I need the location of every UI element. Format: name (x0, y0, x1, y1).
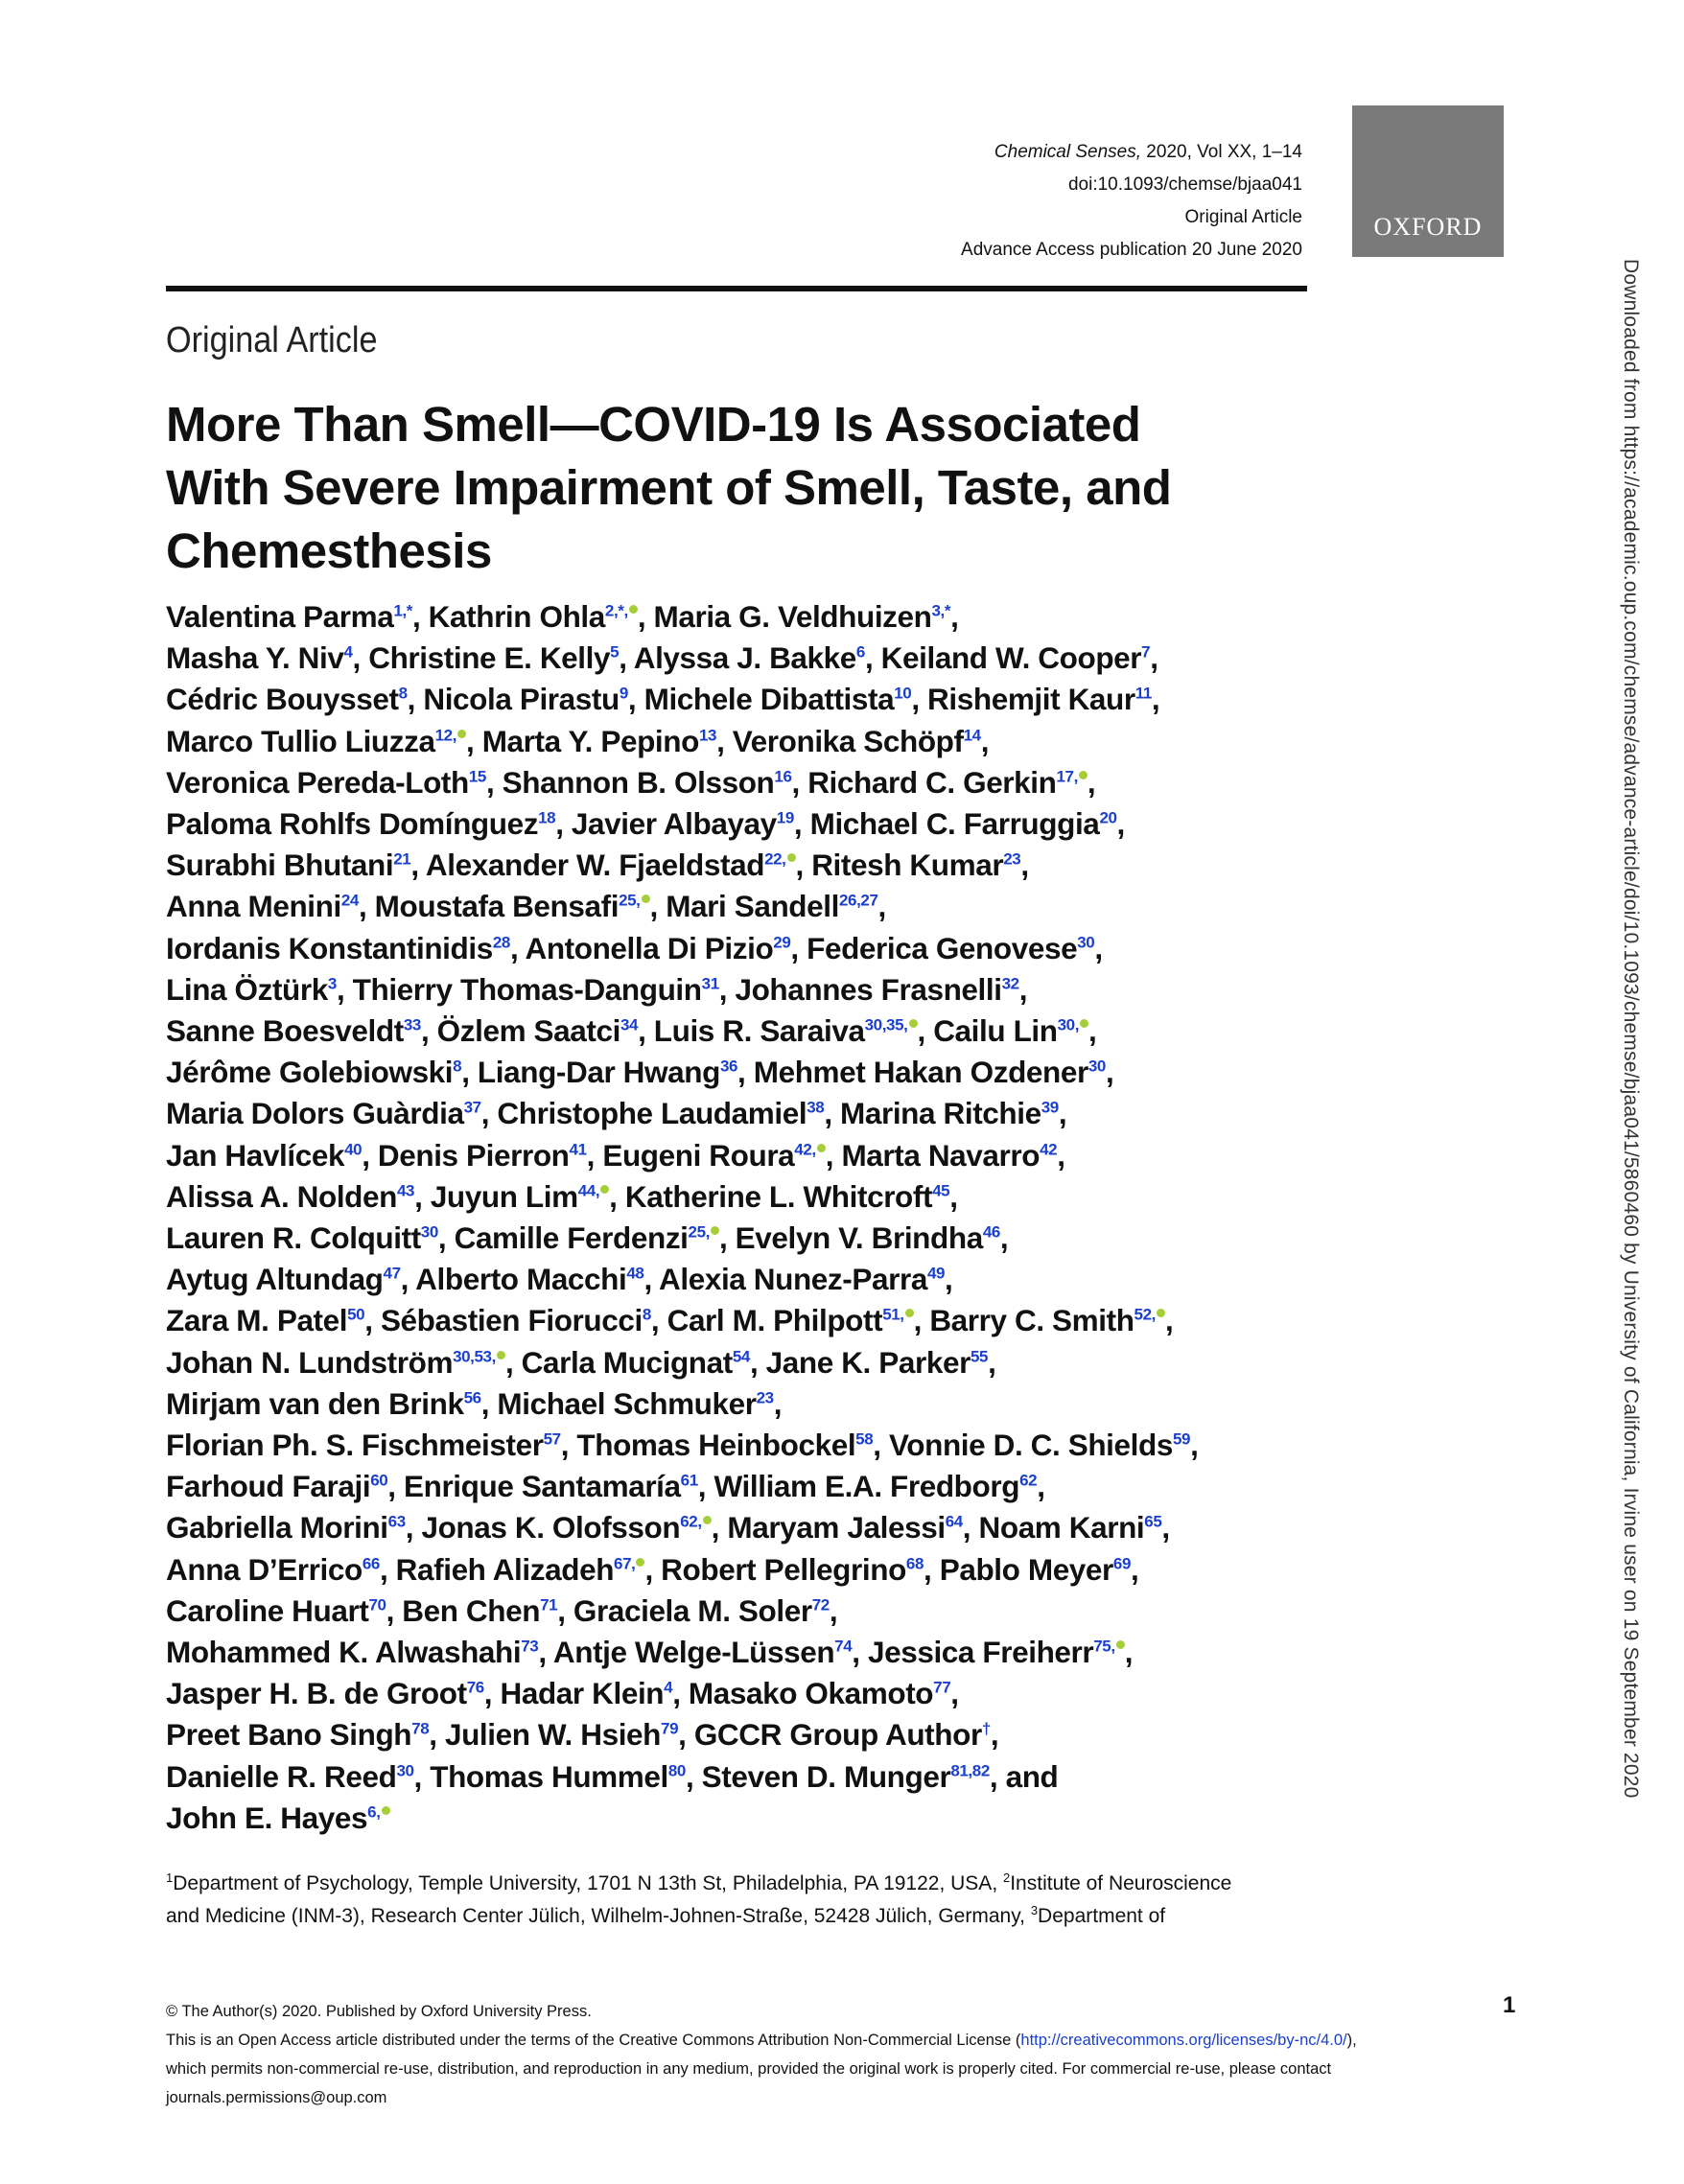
author-name: , Luis R. Saraiva (638, 1013, 865, 1049)
affiliation-marker[interactable]: 52, (1134, 1305, 1156, 1324)
author-name: , Barry C. Smith (913, 1303, 1134, 1338)
affiliation-marker[interactable]: 41 (569, 1140, 587, 1159)
author-line (166, 1052, 1345, 1093)
author-line (166, 721, 1345, 762)
affiliation-text-run: Institute of Neuroscience (1010, 1872, 1232, 1894)
affiliation-line (166, 1900, 1307, 1933)
author-line (166, 1383, 1345, 1425)
affiliation-marker[interactable]: 16 (774, 767, 792, 786)
orcid-icon[interactable] (787, 853, 796, 862)
affiliation-marker[interactable]: 78 (411, 1719, 430, 1738)
author-name: Paloma Rohlfs Domínguez (166, 806, 539, 842)
author-name: , Rafieh Alizadeh (379, 1551, 615, 1587)
author-name: , (1057, 1137, 1065, 1173)
affiliation-marker[interactable]: 19 (776, 808, 794, 827)
author-line (166, 638, 1345, 679)
affiliation-marker[interactable]: 71 (540, 1595, 558, 1615)
author-name: , Enrique Santamaría (387, 1469, 681, 1504)
author-line (166, 1011, 1345, 1052)
orcid-icon[interactable] (817, 1144, 826, 1152)
author-name: , Liang-Dar Hwang (461, 1055, 720, 1090)
author-name: Anna D’Errico (166, 1551, 363, 1587)
author-name: , Masako Okamoto (672, 1676, 934, 1711)
affiliation-marker[interactable]: 70 (368, 1595, 386, 1615)
author-name: , Mehmet Hakan Ozdener (737, 1055, 1088, 1090)
affiliation-marker[interactable]: 62, (680, 1512, 702, 1531)
affiliation-marker[interactable]: 22, (764, 849, 786, 869)
license-line-2: which permits non-commercial re-use, distribution, and reproduction in any medium, provided the original work is properly cited. For commercial re-use, please contact (166, 2060, 1332, 2078)
affiliation-marker[interactable]: 26,27 (838, 891, 878, 910)
author-name: , (980, 723, 990, 758)
author-line (166, 969, 1345, 1011)
orcid-icon[interactable] (1116, 1640, 1125, 1649)
author-name: , (988, 1344, 996, 1380)
author-name: , and (989, 1758, 1059, 1794)
author-name: , (1116, 806, 1125, 842)
author-line (166, 1714, 1345, 1755)
author-name: , Marta Navarro (825, 1137, 1041, 1173)
author-name: , Pablo Meyer (924, 1551, 1113, 1587)
affiliation-marker[interactable]: 66 (362, 1554, 380, 1573)
orcid-icon[interactable] (382, 1806, 390, 1815)
author-name: Farhoud Faraji (166, 1469, 371, 1504)
author-name: Iordanis Konstantinidis (166, 930, 493, 965)
affiliation-marker[interactable]: 21 (393, 849, 411, 869)
orcid-icon[interactable] (905, 1309, 914, 1317)
orcid-icon[interactable] (703, 1516, 712, 1524)
author-name: , (1088, 1013, 1097, 1049)
author-name: , Rishemjit Kaur (911, 682, 1135, 717)
license-line (166, 2026, 1509, 2055)
author-name: John E. Hayes (166, 1800, 368, 1835)
author-line (166, 1549, 1345, 1591)
affiliation-marker[interactable]: 81,82 (950, 1761, 990, 1780)
affiliation-marker[interactable]: 51, (882, 1305, 904, 1324)
author-name: , Robert Pellegrino (644, 1551, 906, 1587)
page-number: 1 (1503, 1992, 1516, 2018)
affiliation-marker[interactable]: 6, (367, 1802, 381, 1822)
author-line (166, 1259, 1345, 1300)
affiliation-marker[interactable]: 57 (543, 1429, 561, 1449)
affiliation-marker[interactable]: 42, (794, 1140, 816, 1159)
author-name: , William E.A. Fredborg (697, 1469, 1020, 1504)
orcid-icon[interactable] (1080, 1019, 1088, 1028)
journal-article-type: Original Article (1184, 207, 1302, 227)
affiliation-marker[interactable]: 63 (387, 1512, 406, 1531)
title-line: More Than Smell—COVID-19 Is Associated (166, 397, 1141, 452)
author-line (166, 886, 1345, 927)
journal-doi[interactable]: doi:10.1093/chemse/bjaa041 (1067, 174, 1302, 195)
section-label: Original Article (166, 320, 378, 360)
affiliation-marker[interactable]: 43 (397, 1181, 415, 1200)
journal-citation (961, 136, 1302, 169)
author-name: Marco Tullio Liuzza (166, 723, 435, 758)
download-notice: Downloaded from https://academic.oup.com/chemse/advance-article/doi/10.1093/chemse/bjaa041/5860460 by University of California, Irvine user on 19 September 2020 (1620, 259, 1642, 1799)
author-line (166, 1093, 1345, 1134)
author-name: Maria Dolors Guàrdia (166, 1096, 464, 1131)
affiliation-marker[interactable]: 4 (664, 1678, 673, 1697)
affiliation-marker: 2 (1002, 1870, 1011, 1885)
author-name: , Camille Ferdenzi (437, 1220, 689, 1256)
author-name: Lina Öztürk (166, 971, 328, 1007)
author-name: , (950, 599, 959, 634)
author-name: , Ben Chen (386, 1592, 541, 1628)
author-name: Gabriella Morini (166, 1510, 388, 1545)
author-name: Johan N. Lundström (166, 1344, 454, 1380)
author-name: Anna Menini (166, 889, 341, 924)
orcid-icon[interactable] (1157, 1309, 1165, 1317)
author-line (166, 1591, 1345, 1632)
affiliation-marker[interactable]: 56 (463, 1388, 481, 1407)
copyright-line: © The Author(s) 2020. Published by Oxford University Press. (166, 2003, 592, 2020)
affiliation-text-run: and Medicine (INM-3), Research Center Jülich, Wilhelm-Johnen-Straße, 52428 Jülich, Germany, (166, 1905, 1031, 1927)
author-name: , Alyssa J. Bakke (619, 640, 856, 676)
author-name: , (1151, 682, 1160, 717)
affiliation-marker[interactable]: 58 (855, 1429, 874, 1449)
author-name: , Antje Welge-Lüssen (538, 1635, 835, 1670)
affiliation-marker[interactable]: 30, (1057, 1015, 1080, 1034)
author-name: , (1018, 971, 1028, 1007)
title-line: With Severe Impairment of Smell, Taste, and (166, 460, 1172, 515)
author-name: , Özlem Saatci (420, 1013, 620, 1049)
affiliation-marker: 3 (1030, 1903, 1039, 1917)
author-name: , Carl M. Philpott (650, 1303, 883, 1338)
author-name: , Ritesh Kumar (795, 848, 1004, 883)
author-name: Mirjam van den Brink (166, 1385, 464, 1421)
author-name: , (1020, 848, 1029, 883)
author-name: , Maryam Jalessi (711, 1510, 946, 1545)
permissions-email[interactable]: journals.permissions@oup.com (166, 2089, 387, 2106)
orcid-icon[interactable] (909, 1019, 918, 1028)
author-name: , (1058, 1096, 1067, 1131)
author-name: , Christophe Laudamiel (480, 1096, 807, 1131)
affiliation-marker[interactable]: † (981, 1719, 991, 1738)
affiliation-marker[interactable]: 65 (1144, 1512, 1162, 1531)
author-line (166, 762, 1345, 803)
oxford-logo[interactable] (1352, 105, 1504, 257)
author-name: , Thomas Hummel (413, 1758, 668, 1794)
affiliation-marker[interactable]: 67, (614, 1554, 636, 1573)
author-name: , (990, 1717, 999, 1753)
author-line (166, 845, 1345, 886)
author-name: , (1150, 640, 1158, 676)
author-name: , Christine E. Kelly (352, 640, 611, 676)
license-footer (166, 1997, 1509, 2112)
author-name: , Federica Genovese (790, 930, 1078, 965)
orcid-icon[interactable] (711, 1226, 719, 1235)
author-name: , (829, 1592, 838, 1628)
author-name: , Antonella Di Pizio (509, 930, 774, 965)
affiliation-marker[interactable]: 30 (1077, 933, 1095, 952)
author-line (166, 1798, 1345, 1839)
affiliation-marker[interactable]: 23 (756, 1388, 774, 1407)
author-name: , Hadar Klein (483, 1676, 665, 1711)
author-name: , Alexia Nunez-Parra (643, 1262, 927, 1297)
author-line (166, 596, 1345, 638)
affiliation-marker[interactable]: 33 (403, 1015, 421, 1034)
affiliation-marker[interactable]: 50 (347, 1305, 365, 1324)
author-name: , Alberto Macchi (400, 1262, 627, 1297)
author-name: , Thomas Heinbockel (560, 1428, 856, 1463)
author-name: , Cailu Lin (917, 1013, 1058, 1049)
affiliation-marker[interactable]: 23 (1003, 849, 1021, 869)
author-name: , Denis Pierron (362, 1137, 570, 1173)
affiliation-marker[interactable]: 30,53, (453, 1347, 496, 1366)
author-name: Danielle R. Reed (166, 1758, 397, 1794)
license-link[interactable]: http://creativecommons.org/licenses/by-nc/4.0/ (1020, 2032, 1347, 2049)
author-list (166, 596, 1345, 1839)
author-name: , Vonnie D. C. Shields (873, 1428, 1173, 1463)
author-name: Lauren R. Colquitt (166, 1220, 421, 1256)
author-name: Zara M. Patel (166, 1303, 348, 1338)
affiliation-marker[interactable]: 4 (343, 642, 353, 662)
author-name: Masha Y. Niv (166, 640, 344, 676)
author-line (166, 1300, 1345, 1341)
author-line (166, 928, 1345, 969)
affiliation-marker[interactable]: 10 (894, 684, 912, 703)
author-name: , Sébastien Fiorucci (364, 1303, 643, 1338)
author-name: Sanne Boesveldt (166, 1013, 404, 1049)
author-name: , Nicola Pirastu (407, 682, 620, 717)
author-name: , (1164, 1303, 1174, 1338)
affiliation-marker[interactable]: 69 (1112, 1554, 1132, 1573)
orcid-icon[interactable] (600, 1185, 609, 1194)
article-title (166, 393, 1307, 583)
author-line (166, 1176, 1345, 1218)
affiliation-text-run: Department of (1038, 1905, 1166, 1927)
author-name: Jan Havlícek (166, 1137, 345, 1173)
author-name: Cédric Bouysset (166, 682, 399, 717)
affiliation-marker[interactable]: 8 (398, 684, 408, 703)
author-name: , Jonas K. Olofsson (405, 1510, 681, 1545)
author-name: , Michael C. Farruggia (793, 806, 1100, 842)
affiliation-marker[interactable]: 37 (463, 1098, 481, 1117)
author-line (166, 1466, 1345, 1507)
author-line (166, 1218, 1345, 1259)
affiliation-marker[interactable]: 13 (698, 726, 717, 745)
author-name: , (949, 1178, 958, 1214)
author-line (166, 1425, 1345, 1466)
author-name: , Richard C. Gerkin (791, 764, 1057, 800)
author-name: Florian Ph. S. Fischmeister (166, 1428, 544, 1463)
author-name: , (999, 1220, 1009, 1256)
author-name: , Katherine L. Whitcroft (609, 1178, 933, 1214)
author-line (166, 1673, 1345, 1714)
affiliation-marker[interactable]: 11 (1134, 684, 1152, 703)
affiliation-marker[interactable]: 15 (468, 767, 486, 786)
affiliation-marker[interactable]: 28 (492, 933, 510, 952)
affiliation-marker[interactable]: 8 (642, 1305, 651, 1324)
author-name: , (1087, 764, 1096, 800)
affiliation-marker[interactable]: 25, (688, 1222, 710, 1242)
affiliation-text (166, 1868, 1307, 1933)
affiliation-marker[interactable]: 9 (619, 684, 628, 703)
affiliation-marker[interactable]: 45 (932, 1181, 950, 1200)
affiliation-marker[interactable]: 2,*, (604, 601, 628, 620)
affiliation-marker[interactable]: 72 (811, 1595, 830, 1615)
author-name: , Carla Mucignat (504, 1344, 733, 1380)
affiliation-marker[interactable]: 32 (1001, 974, 1019, 993)
author-name: Mohammed K. Alwashahi (166, 1635, 522, 1670)
affiliation-line (166, 1868, 1307, 1900)
author-name: , Jessica Freiherr (852, 1635, 1094, 1670)
author-name: , Thierry Thomas-Danguin (336, 971, 702, 1007)
affiliation-marker[interactable]: 6 (855, 642, 865, 662)
affiliation-marker[interactable]: 34 (620, 1015, 639, 1034)
author-name: , GCCR Group Author (678, 1717, 982, 1753)
affiliation-marker[interactable]: 14 (963, 726, 981, 745)
author-line (166, 1342, 1345, 1383)
affiliation-marker[interactable]: 30 (420, 1222, 438, 1242)
author-line (166, 1632, 1345, 1673)
affiliation-marker[interactable]: 18 (538, 808, 556, 827)
affiliation-marker[interactable]: 44, (577, 1181, 600, 1200)
affiliation-marker[interactable]: 62 (1019, 1471, 1038, 1490)
affiliation-marker[interactable]: 31 (701, 974, 719, 993)
affiliation-marker[interactable]: 8 (453, 1057, 462, 1076)
author-name: , Evelyn V. Brindha (718, 1220, 983, 1256)
journal-name: Chemical Senses, (994, 142, 1142, 162)
affiliation-marker[interactable]: 77 (933, 1678, 951, 1697)
affiliation-marker[interactable]: 29 (773, 933, 791, 952)
affiliation-marker[interactable]: 54 (732, 1347, 750, 1366)
author-name: , Javier Albayay (555, 806, 777, 842)
affiliation-marker[interactable]: 42 (1040, 1140, 1058, 1159)
author-name: , Alexander W. Fjaeldstad (410, 848, 765, 883)
license-text-end: ), (1346, 2032, 1357, 2049)
affiliation-marker[interactable]: 75, (1093, 1637, 1115, 1656)
author-name: , Graciela M. Soler (557, 1592, 812, 1628)
affiliation-marker[interactable]: 73 (521, 1637, 539, 1656)
author-name: Jasper H. B. de Groot (166, 1676, 467, 1711)
author-name: , (1037, 1469, 1045, 1504)
author-name: , Julien W. Hsieh (429, 1717, 662, 1753)
affiliation-marker[interactable]: 64 (945, 1512, 963, 1531)
affiliation-marker[interactable]: 48 (626, 1264, 644, 1283)
author-name: , Jane K. Parker (749, 1344, 971, 1380)
oxford-logo-text: OXFORD (1373, 213, 1483, 241)
author-name: , (1124, 1635, 1134, 1670)
affiliation-marker[interactable]: 55 (970, 1347, 989, 1366)
affiliation-marker[interactable]: 25, (619, 891, 641, 910)
author-name: , Maria G. Veldhuizen (637, 599, 932, 634)
author-name: , (945, 1262, 953, 1297)
author-name: , Michele Dibattista (627, 682, 895, 717)
affiliation-marker[interactable]: 5 (610, 642, 620, 662)
author-name: , (1131, 1551, 1139, 1587)
author-name: , Johannes Frasnelli (718, 971, 1002, 1007)
author-name: , (950, 1676, 959, 1711)
author-name: Alissa A. Nolden (166, 1178, 397, 1214)
affiliation-marker[interactable]: 79 (661, 1719, 679, 1738)
author-name: , Veronika Schöpf (716, 723, 964, 758)
author-name: , Marta Y. Pepino (466, 723, 699, 758)
affiliation-marker[interactable]: 46 (982, 1222, 1000, 1242)
affiliation-marker[interactable]: 24 (340, 891, 359, 910)
author-name: , Marina Ritchie (824, 1096, 1041, 1131)
orcid-icon[interactable] (629, 605, 638, 614)
author-line (166, 1135, 1345, 1176)
affiliation-marker[interactable]: 80 (667, 1761, 686, 1780)
orcid-icon[interactable] (457, 730, 466, 738)
author-name: , (1190, 1428, 1199, 1463)
affiliation-marker[interactable]: 3,* (931, 601, 951, 620)
author-name: Jérôme Golebiowski (166, 1055, 454, 1090)
author-line (166, 1756, 1345, 1798)
journal-meta (961, 136, 1302, 267)
header-rule (166, 286, 1307, 291)
orcid-icon[interactable] (497, 1351, 505, 1359)
author-name: , Keiland W. Cooper (864, 640, 1142, 676)
orcid-icon[interactable] (642, 895, 650, 903)
author-line (166, 679, 1345, 720)
author-name: , (773, 1385, 783, 1421)
affiliation-marker[interactable]: 47 (383, 1264, 401, 1283)
author-name: , Kathrin Ohla (411, 599, 605, 634)
affiliation-marker[interactable]: 36 (719, 1057, 738, 1076)
author-line (166, 1507, 1345, 1548)
author-name: , Shannon B. Olsson (485, 764, 775, 800)
affiliation-marker[interactable]: 74 (834, 1637, 853, 1656)
affiliation-marker[interactable]: 40 (344, 1140, 363, 1159)
affiliation-marker[interactable]: 20 (1099, 808, 1117, 827)
affiliation-marker[interactable]: 76 (466, 1678, 484, 1697)
affiliation-marker[interactable]: 60 (370, 1471, 388, 1490)
author-name: , (877, 889, 886, 924)
orcid-icon[interactable] (1079, 771, 1088, 779)
author-name: , (1161, 1510, 1170, 1545)
author-name: , Noam Karni (962, 1510, 1145, 1545)
author-name: , Michael Schmuker (480, 1385, 757, 1421)
author-name: , (1105, 1055, 1114, 1090)
title-line: Chemesthesis (166, 523, 492, 578)
author-name: , Moustafa Bensafi (358, 889, 620, 924)
author-name: Surabhi Bhutani (166, 848, 394, 883)
author-line (166, 803, 1345, 845)
affiliation-marker[interactable]: 3 (327, 974, 337, 993)
affiliation-marker[interactable]: 30 (396, 1761, 414, 1780)
author-name: , Mari Sandell (649, 889, 839, 924)
affiliation-marker: 1 (166, 1870, 174, 1885)
affiliation-marker[interactable]: 17, (1056, 767, 1078, 786)
affiliation-marker[interactable]: 59 (1172, 1429, 1191, 1449)
journal-advance-access: Advance Access publication 20 June 2020 (961, 240, 1302, 260)
author-name: , (1094, 930, 1103, 965)
affiliation-marker[interactable]: 12, (434, 726, 457, 745)
affiliation-marker[interactable]: 49 (926, 1264, 946, 1283)
affiliation-marker[interactable]: 30 (1088, 1057, 1106, 1076)
affiliation-marker[interactable]: 38 (807, 1098, 825, 1117)
author-name: Caroline Huart (166, 1592, 369, 1628)
affiliation-marker[interactable]: 30,35, (864, 1015, 908, 1034)
author-name: , Juyun Lim (414, 1178, 578, 1214)
affiliation-marker[interactable]: 39 (1041, 1098, 1059, 1117)
author-name: , Steven D. Munger (685, 1758, 951, 1794)
affiliation-marker[interactable]: 68 (905, 1554, 924, 1573)
affiliation-marker[interactable]: 1,* (393, 601, 412, 620)
author-name: , Eugeni Roura (586, 1137, 795, 1173)
author-name: Valentina Parma (166, 599, 394, 634)
author-name: Veronica Pereda-Loth (166, 764, 469, 800)
affiliation-marker[interactable]: 61 (680, 1471, 698, 1490)
affiliation-text-run: Department of Psychology, Temple University, 1701 N 13th St, Philadelphia, PA 19122, USA, (173, 1872, 1003, 1894)
license-text: This is an Open Access article distributed under the terms of the Creative Commons Attribution Non-Commercial License ( (166, 2032, 1021, 2049)
affiliation-marker[interactable]: 7 (1141, 642, 1151, 662)
author-name: Preet Bano Singh (166, 1717, 412, 1753)
journal-volume: 2020, Vol XX, 1–14 (1141, 142, 1302, 162)
author-name: Aytug Altundag (166, 1262, 384, 1297)
